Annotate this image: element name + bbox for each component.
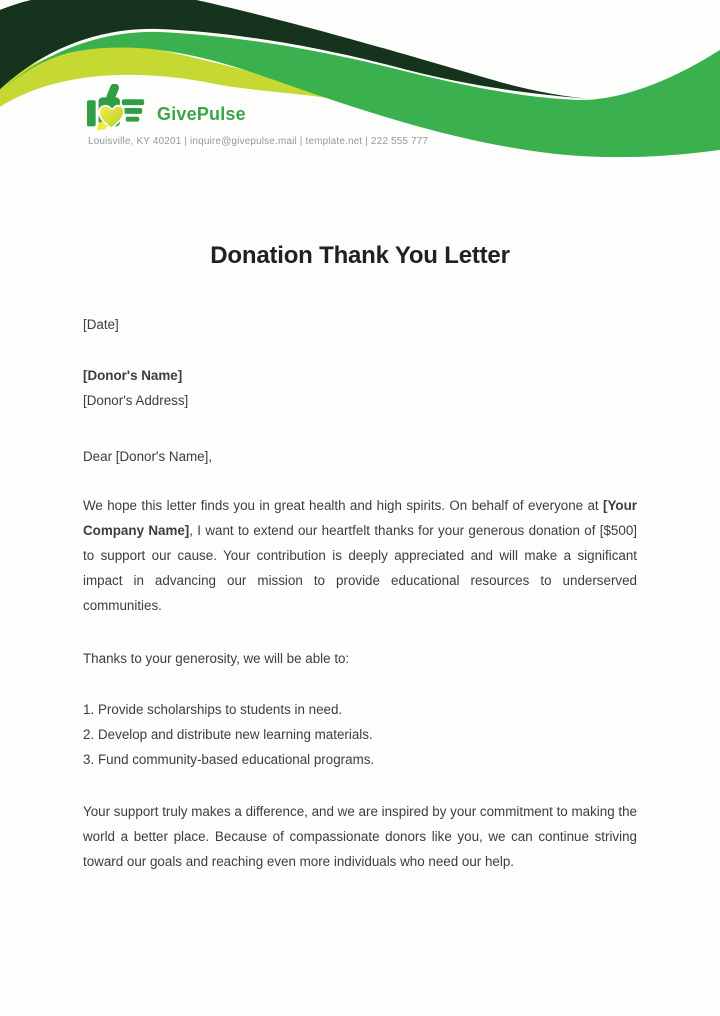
recipient-block (83, 363, 637, 413)
page-title: Donation Thank You Letter (210, 242, 510, 269)
list-item-text: Fund community-based educational programs. (98, 752, 375, 767)
list-item-number: 1. (83, 702, 95, 717)
thumbs-up-heart-icon (86, 84, 148, 132)
list-item (83, 697, 637, 722)
list-item-number: 3. (83, 752, 95, 767)
list-intro: Thanks to your generosity, we will be able to: (83, 651, 350, 666)
list-item-number: 2. (83, 727, 95, 742)
letterhead-header (0, 0, 720, 175)
salutation: Dear [Donor's Name], (83, 449, 213, 464)
company-name-placeholder: [Your Company Name] (83, 498, 637, 538)
donor-address-placeholder: [Donor's Address] (83, 393, 189, 408)
list-item-text: Provide scholarships to students in need. (98, 702, 343, 717)
brand-logo (86, 84, 246, 132)
contact-line: Louisville, KY 40201 | inquire@givepulse.mail | template.net | 222 555 777 (88, 136, 429, 147)
letter-body (0, 312, 720, 874)
paragraph-thanks-end: , I want to extend our heartfelt thanks for your generous donation of [$500] to support our cause. Your contribution is deeply appreciated and will make a significant impact in advancing our mission to provide educational resources to underserved communities. (83, 523, 637, 613)
date-placeholder: [Date] (83, 317, 119, 332)
paragraph-thanks-start: We hope this letter finds you in great health and high spirits. On behalf of everyone at (83, 498, 604, 513)
list-item (83, 722, 637, 747)
paragraph-support: Your support truly makes a difference, and we are inspired by your commitment to making the world a better place. Because of compassionate donors like you, we can continue striving toward our goals and reaching even more individuals who need our help. (83, 804, 637, 869)
brand-name: GivePulse (157, 104, 246, 124)
list-item (83, 747, 637, 772)
donor-name-placeholder: [Donor's Name] (83, 368, 183, 383)
list-item-text: Develop and distribute new learning materials. (98, 727, 373, 742)
paragraph-thanks (83, 493, 637, 618)
impact-list (83, 697, 637, 772)
